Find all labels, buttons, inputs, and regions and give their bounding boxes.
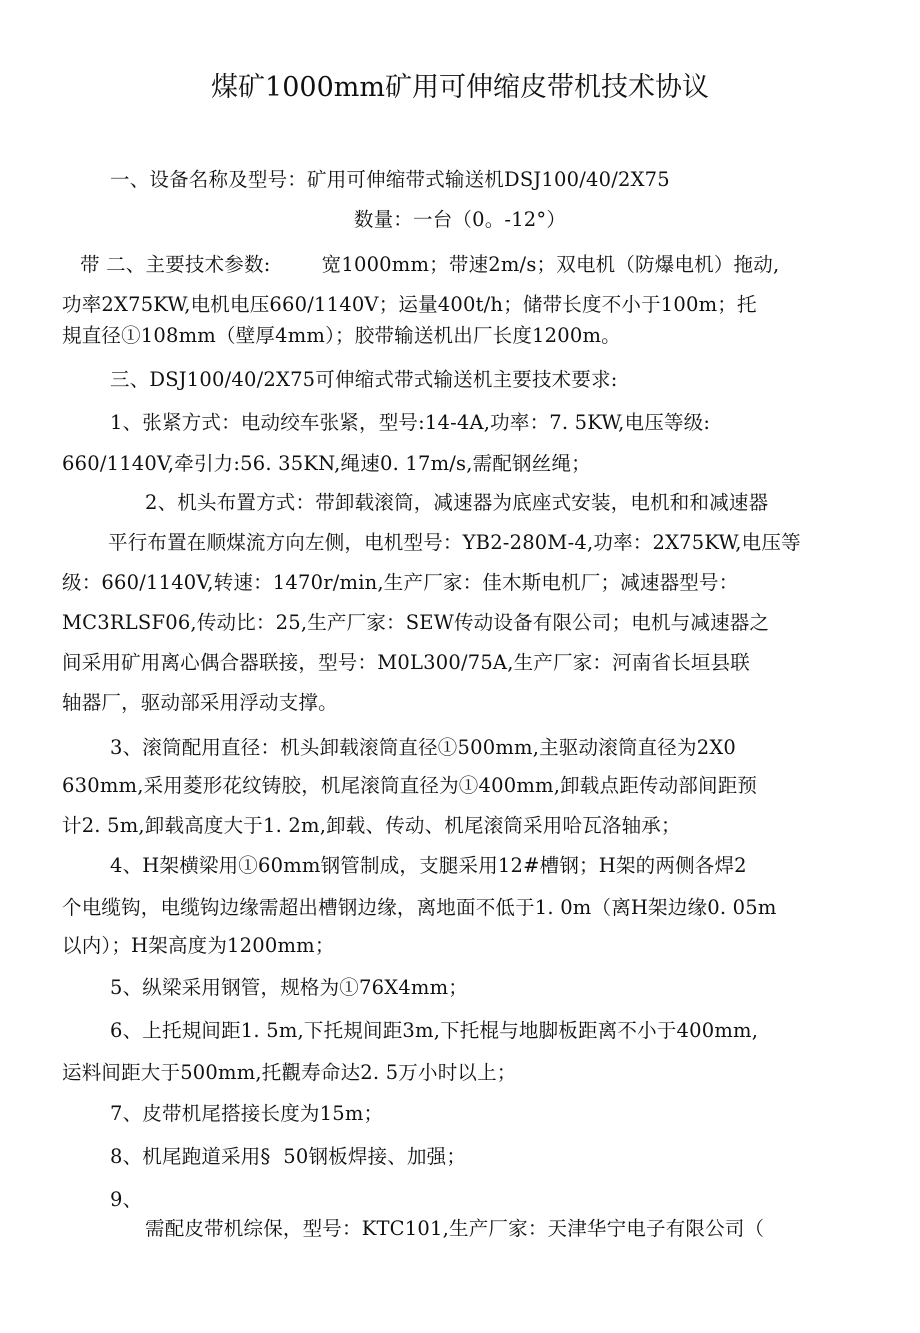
quantity-line: 数量：一台（0。-12°）: [353, 208, 567, 231]
item-3: 3、滚筒配用直径：机头卸载滚筒直径①500mm,主驱动滚筒直径为2X0: [110, 736, 737, 759]
section-2-parameters: 带 二、主要技术参数: 宽1000mm；带速2m/s；双电机（防爆电机）拖动,: [80, 253, 780, 276]
paragraph-line: 630mm,采用菱形花纹铸胶，机尾滚筒直径为①400mm,卸载点距传动部间距预: [62, 774, 758, 797]
item-8: 8、机尾跑道采用§ 50钢板焊接、加强；: [110, 1145, 467, 1168]
item-1: 1、张紧方式：电动绞车张紧，型号:14-4A,功率：7. 5KW,电压等级:: [110, 411, 711, 434]
section-3-heading: 三、DSJ100/40/2X75可伸缩式带式输送机主要技术要求:: [110, 368, 618, 391]
document-title: 煤矿1000mm矿用可伸缩皮带机技术协议: [211, 72, 709, 103]
paragraph-line: 计2. 5m,卸载高度大于1. 2m,卸载、传动、机尾滚筒采用哈瓦洛轴承；: [62, 814, 681, 837]
paragraph-line: 以内）；H架高度为1200mm；: [62, 934, 335, 957]
item-7: 7、皮带机尾搭接长度为15m；: [110, 1102, 384, 1125]
paragraph-line: 轴器厂，驱动部采用浮动支撑。: [62, 691, 338, 714]
item-4: 4、H架横梁用①60mm钢管制成，支腿采用12#槽钢；H架的两侧各焊2: [110, 854, 747, 877]
item-2: 2、机头布置方式：带卸载滚筒，减速器为底座式安装，电机和和减速器: [145, 491, 769, 514]
item-6: 6、上托規间距1. 5m,下托規间距3m,下托棍与地脚板距离不小于400mm,: [110, 1019, 759, 1042]
paragraph-line: MC3RLSF06,传动比：25,生产厂家：SEW传动设备有限公司；电机与减速器之: [62, 611, 770, 634]
paragraph-line: 需配皮带机综保，型号：KTC101,生产厂家：天津华宁电子有限公司（: [145, 1217, 765, 1240]
item-9: 9、: [110, 1188, 143, 1211]
paragraph-line: 660/1140V,牵引力:56. 35KN,绳速0. 17m/s,需配钢丝绳；: [62, 452, 591, 475]
paragraph-line: 级：660/1140V,转速：1470r/min,生产厂家：佳木斯电机厂；减速器型号：: [62, 571, 739, 594]
paragraph-line: 規直径①108mm（壁厚4mm）；胶带输送机出厂长度1200m。: [62, 324, 621, 347]
paragraph-line: 间采用矿用离心偶合器联接，型号：M0L300/75A,生产厂家：河南省长垣县联: [62, 651, 751, 674]
paragraph-line: 平行布置在顺煤流方向左侧，电机型号：YB2-280M-4,功率：2X75KW,电压等: [108, 531, 801, 554]
paragraph-line: 个电缆钩，电缆钩边缘需超出槽钢边缘，离地面不低于1. 0m（离H架边缘0. 05m: [62, 896, 777, 919]
paragraph-line: 运料间距大于500mm,托觀寿命达2. 5万小时以上；: [62, 1061, 517, 1084]
paragraph-line: 功率2X75KW,电机电压660/1140V；运量400t/h；储带长度不小于100m；托: [62, 293, 757, 316]
section-1-equipment-name: 一、设备名称及型号：矿用可伸缩带式输送机DSJ100/40/2X75: [110, 168, 670, 191]
item-5: 5、纵梁采用钢管，规格为①76X4mm；: [110, 976, 468, 999]
